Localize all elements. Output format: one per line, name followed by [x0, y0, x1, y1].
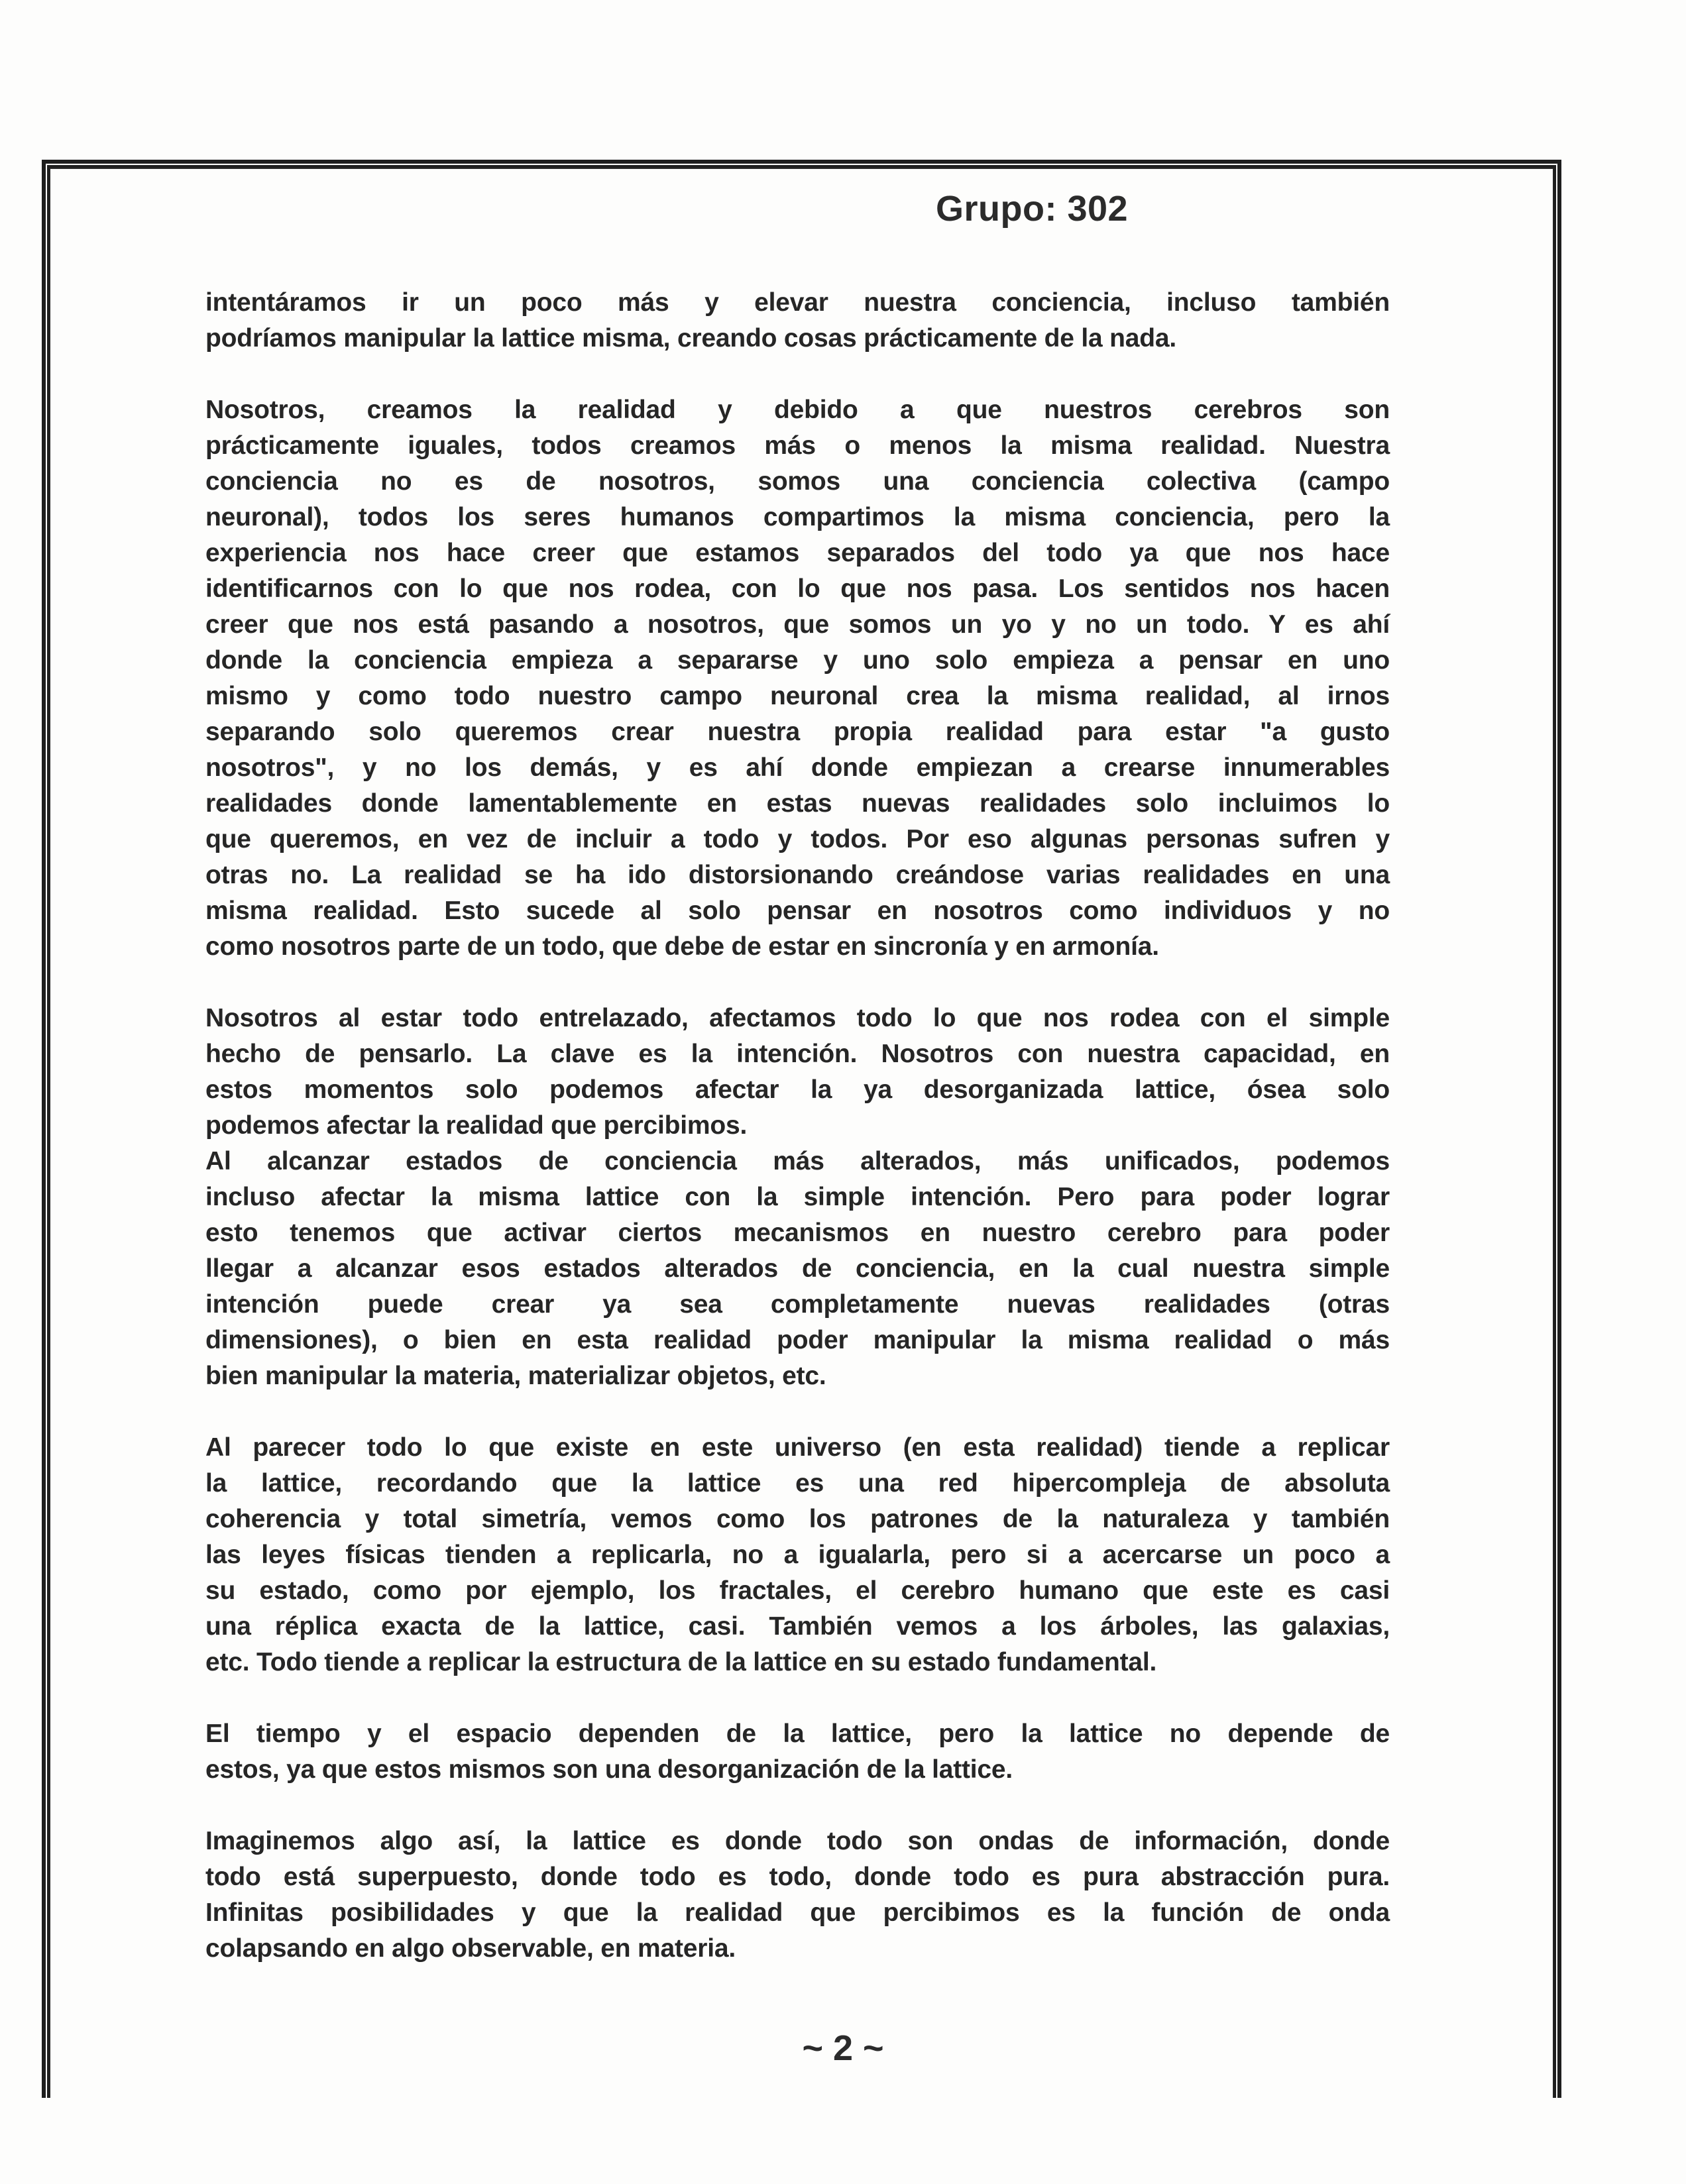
text-line: nosotros", y no los demás, y es ahí donde empiezan a crearse innumerables — [205, 753, 1390, 782]
text-line: las leyes físicas tienden a replicarla, no a igualarla, pero si a acercarse un poco a — [205, 1541, 1390, 1569]
paragraph — [205, 392, 1390, 965]
text-line: que queremos, en vez de incluir a todo y todos. Por eso algunas personas sufren y — [205, 825, 1390, 853]
text-line: separando solo queremos crear nuestra propia realidad para estar "a gusto — [205, 718, 1390, 746]
text-line: El tiempo y el espacio dependen de la lattice, pero la lattice no depende de — [205, 1720, 1390, 1748]
text-line: bien manipular la materia, materializar objetos, etc. — [205, 1362, 826, 1390]
paragraph — [205, 1430, 1390, 1680]
text-line: realidades donde lamentablemente en estas nuevas realidades solo incluimos lo — [205, 789, 1390, 818]
text-line: mismo y como todo nuestro campo neuronal crea la misma realidad, al irnos — [205, 682, 1390, 710]
text-line: colapsando en algo observable, en materia. — [205, 1934, 736, 1963]
text-line: donde la conciencia empieza a separarse y uno solo empieza a pensar en uno — [205, 646, 1390, 675]
paragraph — [205, 285, 1390, 356]
text-line: dimensiones), o bien en esta realidad poder manipular la misma realidad o más — [205, 1326, 1390, 1354]
group-header: Grupo: 302 — [936, 189, 1129, 229]
text-line: estos momentos solo podemos afectar la ya desorganizada lattice, ósea solo — [205, 1075, 1390, 1104]
text-line: Nosotros, creamos la realidad y debido a que nuestros cerebros son — [205, 396, 1390, 424]
text-line: llegar a alcanzar esos estados alterados de conciencia, en la cual nuestra simple — [205, 1254, 1390, 1283]
text-line: identificarnos con lo que nos rodea, con lo que nos pasa. Los sentidos nos hacen — [205, 574, 1390, 603]
paragraph — [205, 1716, 1390, 1788]
text-line: podríamos manipular la lattice misma, creando cosas prácticamente de la nada. — [205, 324, 1176, 353]
text-line: una réplica exacta de la lattice, casi. También vemos a los árboles, las galaxias, — [205, 1612, 1390, 1641]
text-line: estos, ya que estos mismos son una desorganización de la lattice. — [205, 1755, 1013, 1784]
text-line: intentáramos ir un poco más y elevar nuestra conciencia, incluso también — [205, 288, 1390, 317]
paragraph — [205, 1144, 1390, 1394]
text-line: etc. Todo tiende a replicar la estructura de la lattice en su estado fundamental. — [205, 1648, 1157, 1676]
text-line: Al alcanzar estados de conciencia más alterados, más unificados, podemos — [205, 1147, 1390, 1175]
text-line: hecho de pensarlo. La clave es la intención. Nosotros con nuestra capacidad, en — [205, 1040, 1390, 1068]
text-line: intención puede crear ya sea completamente nuevas realidades (otras — [205, 1290, 1390, 1319]
text-line: Al parecer todo lo que existe en este universo (en esta realidad) tiende a replicar — [205, 1433, 1390, 1462]
text-line: neuronal), todos los seres humanos compartimos la misma conciencia, pero la — [205, 503, 1390, 531]
page-number: ~ 2 ~ — [802, 2028, 884, 2068]
text-line: prácticamente iguales, todos creamos más o menos la misma realidad. Nuestra — [205, 431, 1390, 460]
text-line: otras no. La realidad se ha ido distorsionando creándose varias realidades en una — [205, 861, 1390, 889]
text-line: experiencia nos hace creer que estamos separados del todo ya que nos hace — [205, 539, 1390, 567]
document-body — [205, 285, 1390, 2002]
text-line: Infinitas posibilidades y que la realidad que percibimos es la función de onda — [205, 1898, 1390, 1927]
text-line: la lattice, recordando que la lattice es una red hipercompleja de absoluta — [205, 1469, 1390, 1498]
text-line: misma realidad. Esto sucede al solo pensar en nosotros como individuos y no — [205, 897, 1390, 925]
text-line: creer que nos está pasando a nosotros, que somos un yo y no un todo. Y es ahí — [205, 610, 1390, 639]
text-line: conciencia no es de nosotros, somos una conciencia colectiva (campo — [205, 467, 1390, 496]
text-line: su estado, como por ejemplo, los fractales, el cerebro humano que este es casi — [205, 1576, 1390, 1605]
text-line: incluso afectar la misma lattice con la simple intención. Pero para poder lograr — [205, 1183, 1390, 1211]
text-line: todo está superpuesto, donde todo es todo, donde todo es pura abstracción pura. — [205, 1863, 1390, 1891]
paragraph — [205, 1824, 1390, 1967]
text-line: Nosotros al estar todo entrelazado, afectamos todo lo que nos rodea con el simple — [205, 1004, 1390, 1032]
paragraph — [205, 1001, 1390, 1144]
text-line: esto tenemos que activar ciertos mecanismos en nuestro cerebro para poder — [205, 1219, 1390, 1247]
text-line: podemos afectar la realidad que percibimos. — [205, 1111, 748, 1140]
text-line: como nosotros parte de un todo, que debe de estar en sincronía y en armonía. — [205, 932, 1159, 961]
text-line: Imaginemos algo así, la lattice es donde todo son ondas de información, donde — [205, 1827, 1390, 1855]
text-line: coherencia y total simetría, vemos como los patrones de la naturaleza y también — [205, 1505, 1390, 1533]
